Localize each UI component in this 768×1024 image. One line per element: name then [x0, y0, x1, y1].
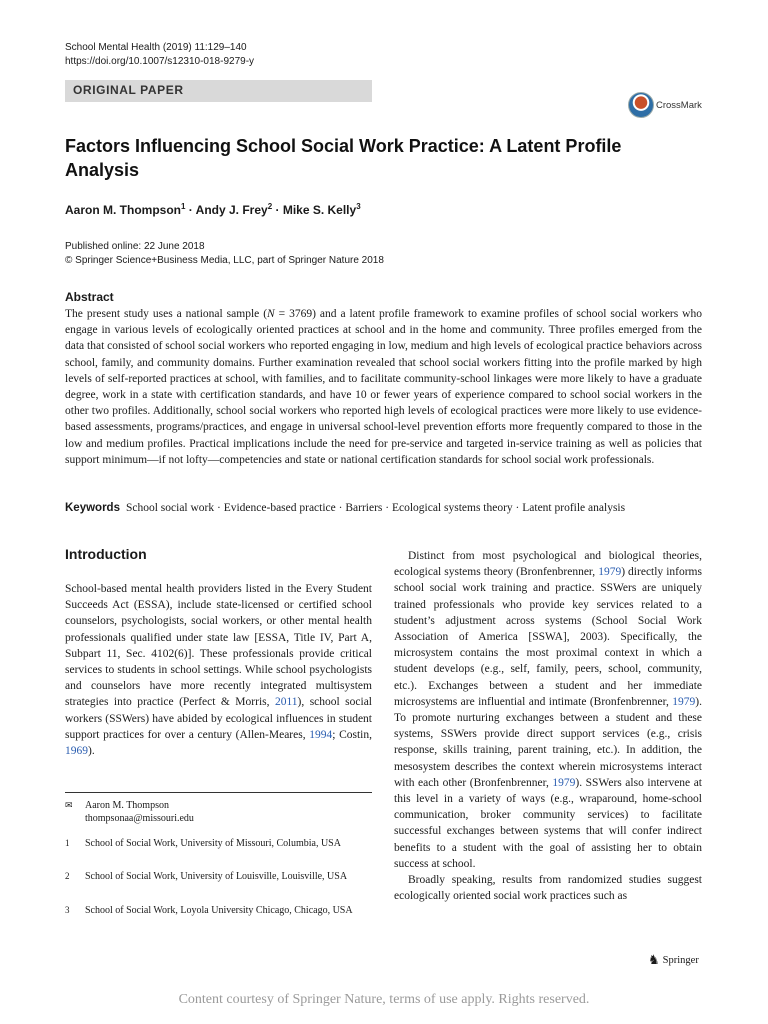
paragraph: [65, 581, 372, 759]
keywords: [65, 500, 705, 516]
text-run: ) directly informs school social work training and practice. SSWers are uniquely trained professionals who provide key services related to a student’s adjustment across systems (School Social Work Association of America [SSWA], 2003). Specifically, the microsystem contains the most proximal context in which a student develops (e.g., self, family, peers, school, community, etc.). Exchanges between a student and her immediate microsystems are influential and intimate (Bronfenbrenner,: [394, 566, 702, 708]
citation-link[interactable]: 1969: [65, 745, 88, 758]
affiliation-mark: 1: [65, 838, 70, 848]
text-run: ). To promote nurturing exchanges between a student and these systems, SSWers provide direct support services (e.g., crisis response, skills training, parent training, etc.). In addition, the mesosystem describes the context wherein microsystems interact with each other (Bronfenbrenner,: [394, 695, 702, 789]
crossmark-label: CrossMark: [656, 99, 702, 111]
affiliation-footnote: [65, 870, 375, 900]
journal-issue: School Mental Health (2019) 11:129–140: [65, 42, 247, 53]
published-date: Published online: 22 June 2018: [65, 241, 205, 252]
left-column: [65, 581, 372, 759]
citation-link[interactable]: 2011: [274, 696, 298, 709]
keywords-label: Keywords: [65, 502, 120, 514]
author-separator: ·: [185, 203, 196, 217]
text-run: Distinct from most psychological and biological theories, ecological systems theory (Bronfenbrenner,: [394, 550, 702, 579]
doi-link[interactable]: https://doi.org/10.1007/s12310-018-9279-y: [65, 56, 255, 67]
author-affiliation-mark: 1: [181, 202, 186, 211]
paragraph: [394, 548, 702, 872]
abstract-heading: Abstract: [65, 290, 114, 304]
envelope-icon: ✉: [65, 800, 73, 810]
author-name[interactable]: Aaron M. Thompson: [65, 203, 181, 217]
corresponding-author-name: Aaron M. Thompson: [85, 800, 169, 811]
email-link[interactable]: thompsonaa@missouri.edu: [85, 813, 194, 824]
affiliation-mark: 3: [65, 905, 70, 915]
affiliation-text: School of Social Work, University of Louisville, Louisville, USA: [85, 871, 348, 882]
citation-link[interactable]: 1994: [309, 728, 333, 741]
paper-title: Factors Influencing School Social Work Practice: A Latent Profile Analysis: [65, 136, 622, 180]
keywords-list: School social work · Evidence-based practice · Barriers · Ecological systems theory · Latent profile analysis: [125, 502, 626, 514]
affiliation-text: School of Social Work, University of Missouri, Columbia, USA: [85, 838, 341, 849]
author-list: [65, 202, 361, 217]
right-column: [394, 548, 702, 904]
citation-link[interactable]: 1979: [672, 695, 696, 708]
publication-info: [65, 240, 384, 268]
affiliation-mark: 2: [65, 871, 70, 881]
abstract-text-part: The present study uses a national sample (: [65, 308, 268, 320]
author-separator: ·: [272, 203, 283, 217]
publisher-name: Springer: [662, 954, 699, 966]
affiliation-footnote: [65, 837, 375, 867]
paragraph: Broadly speaking, results from randomized studies suggest ecologically oriented social work practices such as: [394, 874, 702, 903]
text-run: ), school social workers (SSWers) have abided by ecological influences in student support practices for over a century (Allen-Meares,: [65, 696, 372, 741]
author-affiliation-mark: 2: [267, 202, 273, 211]
citation-link[interactable]: 1979: [552, 776, 576, 789]
text-run: ; Costin,: [332, 728, 372, 741]
affiliation-text: School of Social Work, Loyola University Chicago, Chicago, USA: [85, 905, 353, 916]
journal-citation: [65, 41, 254, 69]
crossmark-icon: [628, 92, 654, 118]
crossmark-badge[interactable]: [628, 92, 702, 118]
footnote-divider: [65, 792, 372, 793]
abstract-text-part: = 3769) and a latent profile framework to examine profiles of school social workers who engage in various levels of ecologically oriented practices at school and in the home and community. Three profiles emerged from the data that consisted of school social workers who reported engaging in low, medium and high levels of ecological practice behaviors across school, family, and community domains. Further examination revealed that school social workers fitting into the profile marked by high levels of self-reported practices at school, with families, and to facilitate community-school linkages were more likely to have a graduate degree, work in a state with certification standards, and have 10 or fewer years of experience compared to school social workers in the other two profiles. Additionally, school social workers who reported high levels of ecological practices were more likely to use evidence-based assessments, programs/practices, and engage in universal school-level prevention efforts more frequently compared to those in the low and medium profiles. Practical implications include the need for pre-service and targeted in-service training as well as policies that support minimum—if not lofty—competencies and state or national certification standards for school social work professionals.: [65, 308, 702, 466]
text-run: ).: [88, 745, 95, 758]
introduction-heading: Introduction: [65, 546, 147, 562]
publisher-logo: [648, 952, 699, 968]
text-run: ). SSWers also intervene at this level in a variety of ways (e.g., wraparound, home-school communication, broker community services) to facilitate successful exchanges between systems that will confer indirect benefits to a student with the goal of assisting her to obtain success at school.: [394, 776, 702, 870]
author-affiliation-mark: 3: [356, 202, 361, 211]
abstract-text: [65, 306, 702, 468]
springer-horse-icon: ♞: [648, 952, 660, 967]
citation-link[interactable]: 1979: [598, 566, 622, 579]
article-type-banner: [65, 80, 372, 102]
text-run: School-based mental health providers listed in the Every Student Succeeds Act (ESSA), include state-licensed or certified school counselors, psychologists, social workers, or other mental health professionals qualified under state law [ESSA, Title IV, Part A, Subpart 11, Sec. 4102(6)]. These professionals provide critical services to students in school settings. While school psychologists and counselors have more recently integrated multisystem strategies into practice (Perfect & Morris,: [65, 583, 372, 709]
affiliation-footnote: [65, 904, 375, 934]
article-type-label: ORIGINAL PAPER: [73, 83, 184, 97]
copyright-line: © Springer Science+Business Media, LLC, part of Springer Nature 2018: [65, 255, 384, 266]
sample-size-variable: N: [267, 308, 275, 320]
corresponding-author-footnote: [65, 799, 375, 825]
author-name[interactable]: Mike S. Kelly: [282, 203, 357, 217]
author-name[interactable]: Andy J. Frey: [195, 203, 268, 217]
courtesy-notice: Content courtesy of Springer Nature, terms of use apply. Rights reserved.: [178, 992, 590, 1007]
